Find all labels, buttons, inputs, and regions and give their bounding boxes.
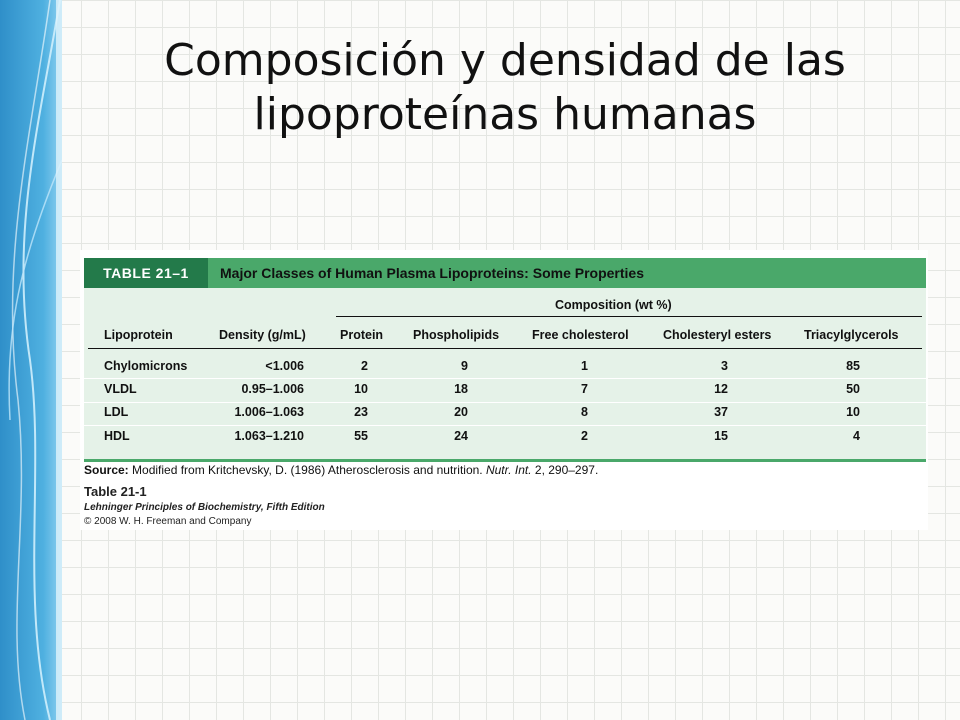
table-cell: 18 bbox=[454, 382, 468, 396]
table-source-note bbox=[84, 463, 598, 477]
table-figure bbox=[80, 250, 928, 530]
table-cell: 12 bbox=[714, 382, 728, 396]
table-cell: LDL bbox=[104, 405, 129, 419]
source-label: Source: bbox=[84, 463, 129, 477]
column-header-phospholipids: Phospholipids bbox=[413, 328, 500, 342]
column-header-rule bbox=[88, 348, 922, 349]
caption-table-number: Table 21-1 bbox=[84, 484, 147, 499]
group-header-rule bbox=[336, 316, 922, 317]
table-cell: 3 bbox=[721, 359, 728, 373]
table-cell: 23 bbox=[354, 405, 368, 419]
row-divider bbox=[84, 402, 926, 403]
column-header-cholesteryl-esters: Cholesteryl esters bbox=[663, 328, 772, 342]
slide-title-line-2: lipoproteínas humanas bbox=[253, 89, 757, 140]
table-cell: 85 bbox=[846, 359, 860, 373]
source-text: Modified from Kritchevsky, D. (1986) Atherosclerosis and nutrition. bbox=[132, 463, 483, 477]
table-cell: 10 bbox=[846, 405, 860, 419]
table-bottom-rule bbox=[84, 459, 926, 462]
table-cell: 1.006–1.063 bbox=[234, 405, 304, 419]
side-decoration bbox=[0, 0, 62, 720]
table-cell: 1 bbox=[581, 359, 588, 373]
table-cell: 20 bbox=[454, 405, 468, 419]
table-cell: 24 bbox=[454, 429, 468, 443]
source-pages: 2, 290–297. bbox=[534, 463, 599, 477]
source-journal: Nutr. Int. bbox=[485, 463, 532, 477]
lipoprotein-table bbox=[84, 288, 926, 460]
column-header-free-cholesterol: Free cholesterol bbox=[532, 328, 629, 342]
table-cell: VLDL bbox=[104, 382, 137, 396]
column-header-protein: Protein bbox=[340, 328, 384, 342]
table-cell: 2 bbox=[361, 359, 368, 373]
table-header-bar bbox=[84, 258, 926, 288]
caption-book: Lehninger Principles of Biochemistry, Fifth Edition bbox=[84, 502, 325, 513]
table-cell: 4 bbox=[853, 429, 860, 443]
composition-group-header: Composition (wt %) bbox=[555, 298, 672, 312]
table-cell: 10 bbox=[354, 382, 368, 396]
table-number-label: TABLE 21–1 bbox=[84, 258, 208, 288]
slide-title bbox=[80, 34, 930, 142]
table-cell: 0.95–1.006 bbox=[241, 382, 304, 396]
table-cell: 2 bbox=[581, 429, 588, 443]
table-cell: HDL bbox=[104, 429, 130, 443]
slide-title-line-1: Composición y densidad de las bbox=[164, 35, 846, 86]
table-cell: 7 bbox=[581, 382, 588, 396]
column-header-density: Density (g/mL) bbox=[219, 328, 306, 342]
table-cell: 55 bbox=[354, 429, 368, 443]
column-header-triacylglycerols: Triacylglycerols bbox=[804, 328, 899, 342]
table-cell: <1.006 bbox=[265, 359, 304, 373]
table-cell: 8 bbox=[581, 405, 588, 419]
caption-copyright: © 2008 W. H. Freeman and Company bbox=[84, 516, 252, 527]
row-divider bbox=[84, 425, 926, 426]
table-cell: 50 bbox=[846, 382, 860, 396]
table-cell: 1.063–1.210 bbox=[234, 429, 304, 443]
table-cell: 9 bbox=[461, 359, 468, 373]
column-header-lipoprotein: Lipoprotein bbox=[104, 328, 173, 342]
table-title: Major Classes of Human Plasma Lipoproteins: Some Properties bbox=[220, 265, 644, 281]
table-cell: Chylomicrons bbox=[104, 359, 188, 373]
table-cell: 37 bbox=[714, 405, 728, 419]
table-cell: 15 bbox=[714, 429, 728, 443]
row-divider bbox=[84, 378, 926, 379]
